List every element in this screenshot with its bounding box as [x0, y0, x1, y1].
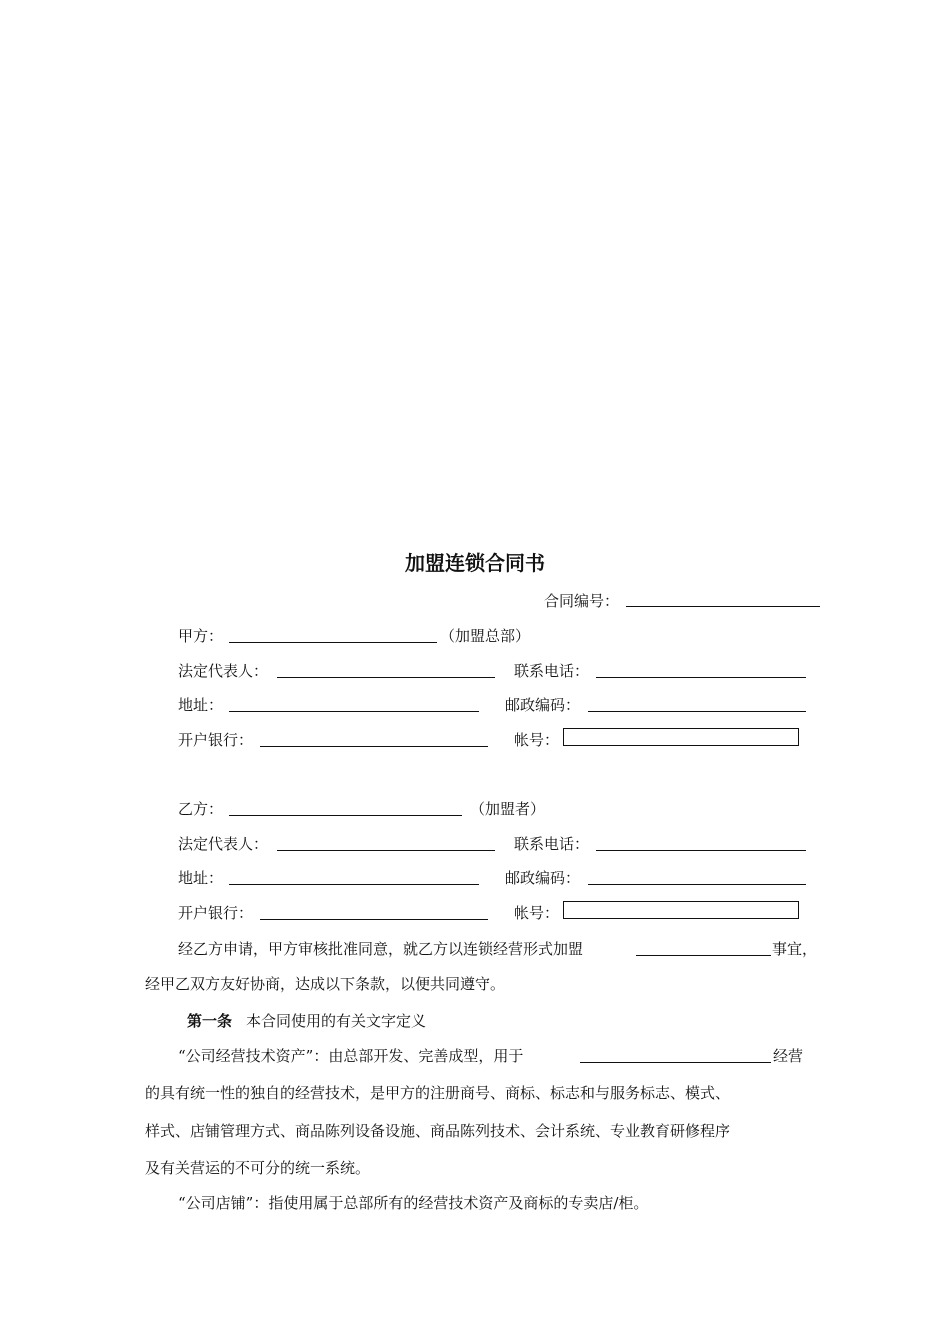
party-a-postcode-label: 邮政编码： [505, 696, 581, 714]
preamble-line1-a: 经乙方申请，甲方审核批准同意，就乙方以连锁经营形式加盟 [178, 940, 584, 958]
party-b-postcode-label: 邮政编码： [505, 869, 581, 887]
party-a-note: （加盟总部） [440, 627, 531, 645]
party-a-address-label: 地址： [178, 696, 224, 714]
party-b-name-field[interactable] [229, 815, 462, 816]
franchise-item-field[interactable] [636, 955, 771, 956]
contract-no-label: 合同编号： [544, 592, 620, 610]
definition1-line4: 及有关营运的不可分的统一系统。 [145, 1159, 371, 1177]
definition2: “公司店铺”：指使用属于总部所有的经营技术资产及商标的专卖店/柜。 [178, 1194, 649, 1212]
document-title: 加盟连锁合同书 [405, 551, 545, 575]
definition1-line2: 的具有统一性的独自的经营技术，是甲方的注册商号、商标、标志和与服务标志、模式、 [145, 1084, 731, 1102]
party-b-phone-field[interactable] [596, 850, 806, 851]
party-a-rep-label: 法定代表人： [178, 662, 269, 680]
party-b-note: （加盟者） [470, 800, 546, 818]
party-b-label: 乙方： [178, 800, 224, 818]
article1-heading: 第一条 [187, 1012, 233, 1030]
party-b-account-field[interactable] [563, 901, 799, 919]
party-a-name-field[interactable] [229, 642, 437, 643]
party-b-account-label: 帐号： [514, 904, 560, 922]
party-b-bank-field[interactable] [260, 919, 488, 920]
business-scope-field[interactable] [580, 1062, 771, 1063]
party-a-phone-label: 联系电话： [514, 662, 590, 680]
definition1-line1-a: “公司经营技术资产”：由总部开发、完善成型，用于 [178, 1047, 524, 1065]
party-b-bank-label: 开户银行： [178, 904, 254, 922]
article1-heading-text: 本合同使用的有关文字定义 [246, 1012, 427, 1030]
definition1-line3: 样式、店铺管理方式、商品陈列设备设施、商品陈列技术、会计系统、专业教育研修程序 [145, 1122, 731, 1140]
party-a-bank-field[interactable] [260, 746, 488, 747]
party-a-account-label: 帐号： [514, 731, 560, 749]
party-b-phone-label: 联系电话： [514, 835, 590, 853]
party-b-postcode-field[interactable] [588, 884, 806, 885]
preamble-line2: 经甲乙双方友好协商，达成以下条款，以便共同遵守。 [145, 975, 506, 993]
party-b-rep-field[interactable] [277, 850, 495, 851]
definition1-line1-b: 经营 [773, 1047, 804, 1065]
party-b-rep-label: 法定代表人： [178, 835, 269, 853]
party-a-rep-field[interactable] [277, 677, 495, 678]
party-a-postcode-field[interactable] [588, 711, 806, 712]
party-a-phone-field[interactable] [596, 677, 806, 678]
party-a-address-field[interactable] [229, 711, 479, 712]
party-a-label: 甲方： [178, 627, 224, 645]
party-b-address-field[interactable] [229, 884, 479, 885]
preamble-line1-b: 事宜， [772, 940, 818, 958]
contract-no-field[interactable] [626, 606, 820, 607]
party-b-address-label: 地址： [178, 869, 224, 887]
party-a-bank-label: 开户银行： [178, 731, 254, 749]
party-a-account-field[interactable] [563, 728, 799, 746]
